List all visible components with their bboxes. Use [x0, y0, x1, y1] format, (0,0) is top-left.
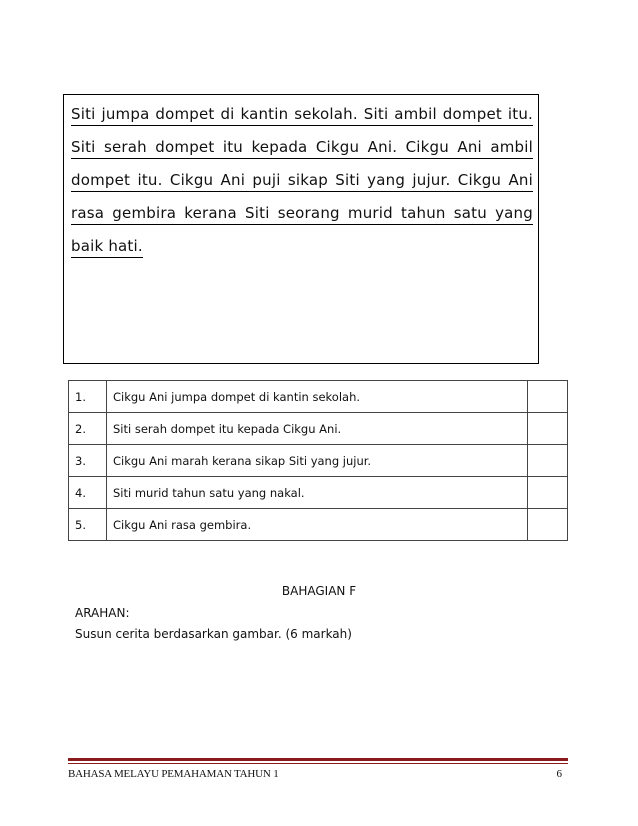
statement-number: 2. — [69, 413, 107, 445]
page-number: 6 — [556, 768, 562, 780]
footer-rule-thin — [68, 763, 568, 764]
statement-text: Cikgu Ani rasa gembira. — [107, 509, 528, 541]
answer-box[interactable] — [528, 477, 568, 509]
passage-line-1: Siti jumpa dompet di kantin sekolah. Siti ambil dompet itu. — [71, 103, 533, 126]
table-row — [69, 509, 568, 541]
answer-box[interactable] — [528, 509, 568, 541]
passage-line-3: dompet itu. Cikgu Ani puji sikap Siti yang jujur. Cikgu Ani — [71, 169, 533, 192]
statement-number: 1. — [69, 381, 107, 413]
statement-number: 3. — [69, 445, 107, 477]
instruction-text: Susun cerita berdasarkan gambar. (6 markah) — [75, 627, 352, 641]
passage-line-4: rasa gembira kerana Siti seorang murid tahun satu yang — [71, 202, 533, 225]
table-row — [69, 381, 568, 413]
table-row — [69, 445, 568, 477]
footer-title: BAHASA MELAYU PEMAHAMAN TAHUN 1 — [68, 768, 279, 780]
passage-line-5: baik hati. — [71, 235, 143, 258]
passage-line-2: Siti serah dompet itu kepada Cikgu Ani. Cikgu Ani ambil — [71, 136, 533, 159]
table-row — [69, 477, 568, 509]
statement-text: Cikgu Ani marah kerana sikap Siti yang jujur. — [107, 445, 528, 477]
answer-box[interactable] — [528, 445, 568, 477]
statement-text: Cikgu Ani jumpa dompet di kantin sekolah. — [107, 381, 528, 413]
answer-box[interactable] — [528, 381, 568, 413]
statement-number: 4. — [69, 477, 107, 509]
section-title: BAHAGIAN F — [281, 584, 357, 598]
statement-table — [68, 380, 568, 541]
statement-text: Siti serah dompet itu kepada Cikgu Ani. — [107, 413, 528, 445]
footer-rule — [68, 758, 568, 761]
instruction-label: ARAHAN: — [75, 606, 130, 620]
answer-box[interactable] — [528, 413, 568, 445]
passage-box — [63, 94, 539, 364]
statement-number: 5. — [69, 509, 107, 541]
table-row — [69, 413, 568, 445]
statement-text: Siti murid tahun satu yang nakal. — [107, 477, 528, 509]
